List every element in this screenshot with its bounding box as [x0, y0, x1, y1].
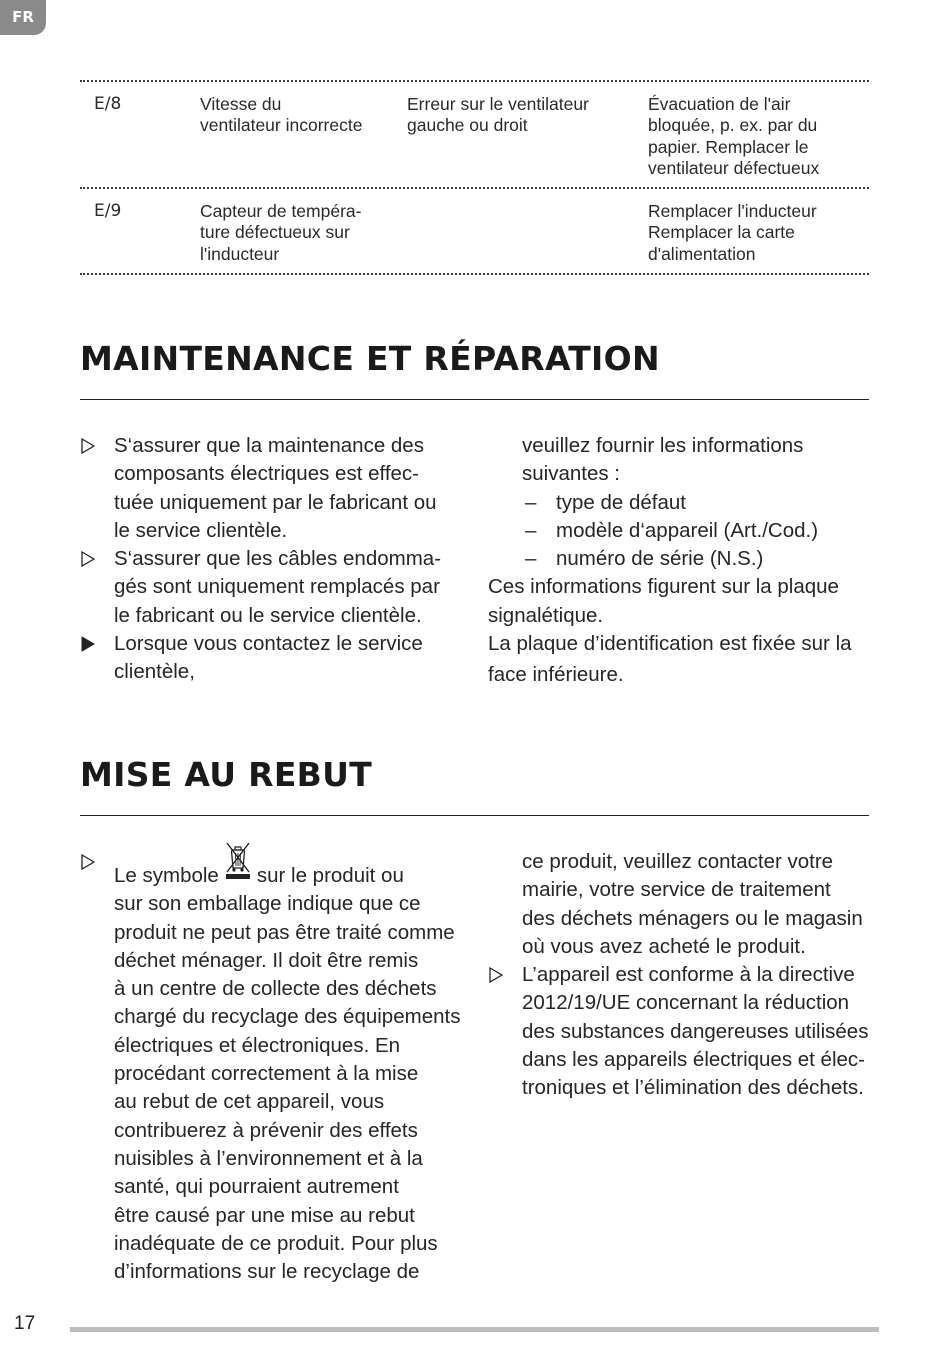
dash-marker: –	[525, 547, 537, 571]
text-line: inadéquate de ce produit. Pour plus	[114, 1231, 438, 1255]
outline-triangle-icon	[80, 432, 98, 460]
text-line: chargé du recyclage des équipements	[114, 1005, 461, 1029]
outline-triangle-icon	[80, 545, 98, 573]
text-line: S‘assurer que la maintenance des	[114, 434, 424, 457]
text-line: Capteur de tempéra-	[200, 201, 362, 221]
footer-bar	[70, 1327, 879, 1332]
text-line: contribuerez à prévenir des effets	[114, 1118, 418, 1142]
list-item	[80, 630, 470, 687]
text-line: composants électriques est effec-	[114, 462, 419, 486]
text-line: procédant correctement à la mise	[114, 1062, 419, 1086]
text-line: gauche ou droit	[407, 115, 528, 136]
list-item	[488, 517, 878, 545]
text-line: nuisibles à l’environnement et à la	[114, 1146, 423, 1170]
text-line: l'inducteur	[200, 243, 280, 264]
text-line: bloquée, p. ex. par du	[648, 115, 818, 136]
section-title-disposal: MISE AU REBUT	[80, 755, 373, 794]
text-line: La plaque d’identification est fixée sur la	[488, 632, 852, 656]
text-line: S‘assurer que les câbles endomma-	[114, 547, 442, 571]
list-item	[80, 848, 480, 1286]
text-line: d’informations sur le recyclage de	[114, 1260, 420, 1284]
error-code: E/8	[94, 94, 122, 114]
text-line: santé, qui pourraient autrement	[114, 1175, 399, 1199]
text-line: signalétique.	[488, 603, 604, 627]
text-line: veuillez fournir les informations	[522, 434, 804, 457]
filled-triangle-icon	[80, 630, 98, 658]
info-paragraph	[488, 573, 878, 689]
section-rule	[80, 399, 869, 400]
text-line: au rebut de cet appareil, vous	[114, 1090, 385, 1114]
text-line: déchet ménager. Il doit être remis	[114, 948, 419, 972]
maintenance-left-column	[80, 432, 470, 687]
text-line: face inférieure.	[488, 663, 624, 687]
text-line: gés sont uniquement remplacés par	[114, 575, 440, 599]
text-line: d'alimentation	[648, 243, 756, 264]
crossed-bin-icon	[223, 840, 253, 880]
list-item	[488, 489, 878, 517]
dash-marker: –	[525, 518, 537, 542]
table-divider	[80, 273, 869, 275]
continued-text	[488, 432, 878, 489]
error-code: E/9	[94, 201, 122, 221]
disposal-left-column	[80, 848, 480, 1286]
text-line: produit ne peut pas être traité comme	[114, 920, 455, 944]
text-line: clientèle,	[114, 660, 195, 684]
text-line: ventilateur incorrecte	[200, 115, 363, 136]
text-line: Remplacer l'inducteur	[648, 201, 817, 221]
text-line: des substances dangereuses utilisées	[522, 1019, 869, 1043]
list-item	[80, 432, 470, 545]
error-remedy	[648, 94, 863, 179]
page-number: 17	[14, 1313, 36, 1334]
text-line: Remplacer la carte	[648, 222, 795, 243]
text-line: suivantes :	[522, 462, 620, 486]
list-item	[488, 961, 878, 1102]
language-badge: FR	[0, 0, 46, 35]
text-line: sur son emballage indique que ce	[114, 892, 421, 916]
outline-triangle-icon	[80, 848, 98, 876]
text-line: électriques et électroniques. En	[114, 1033, 401, 1057]
text-fragment: Le symbole	[114, 864, 219, 887]
table-divider	[80, 187, 869, 189]
text-line: type de défaut	[556, 490, 686, 514]
error-description	[200, 94, 395, 137]
text-line: des déchets ménagers ou le magasin	[522, 906, 863, 930]
text-line: mairie, votre service de traitement	[522, 878, 831, 902]
text-line: tuée uniquement par le fabricant ou	[114, 490, 437, 514]
disposal-right-column	[488, 848, 878, 1103]
section-title-maintenance: MAINTENANCE ET RÉPARATION	[80, 339, 660, 378]
list-item	[80, 545, 470, 630]
list-item	[488, 545, 878, 573]
error-remedy	[648, 201, 863, 265]
text-line: Ces informations figurent sur la plaque	[488, 575, 839, 599]
text-line: papier. Remplacer le	[648, 136, 809, 157]
text-line: Évacuation de l'air	[648, 94, 791, 114]
text-line: Lorsque vous contactez le service	[114, 632, 423, 656]
text-line: le service clientèle.	[114, 518, 288, 542]
text-fragment: sur le produit ou	[256, 864, 404, 887]
text-line: le fabricant ou le service clientèle.	[114, 603, 422, 627]
text-line: Vitesse du	[200, 94, 282, 114]
table-divider	[80, 80, 869, 82]
section-rule	[80, 815, 869, 816]
error-cause	[407, 94, 627, 137]
text-line: être causé par une mise au rebut	[114, 1203, 415, 1227]
text-line: ce produit, veuillez contacter votre	[522, 850, 834, 873]
text-line: Erreur sur le ventilateur	[407, 94, 589, 114]
text-line: à un centre de collecte des déchets	[114, 977, 437, 1001]
maintenance-right-column	[488, 432, 878, 690]
text-line: dans les appareils électriques et élec-	[522, 1048, 865, 1072]
dash-marker: –	[525, 490, 537, 514]
text-line: modèle d‘appareil (Art./Cod.)	[556, 518, 819, 542]
error-description	[200, 201, 395, 265]
text-line: 2012/19/UE concernant la réduction	[522, 991, 850, 1015]
outline-triangle-icon	[488, 961, 506, 989]
continued-text	[488, 848, 878, 961]
text-line: ventilateur défectueux	[648, 157, 820, 178]
text-line: troniques et l’élimination des déchets.	[522, 1076, 864, 1100]
text-line: L’appareil est conforme à la directive	[522, 963, 855, 987]
text-line: numéro de série (N.S.)	[556, 547, 764, 571]
text-line: ture défectueux sur	[200, 222, 350, 243]
text-line: où vous avez acheté le produit.	[522, 934, 806, 958]
